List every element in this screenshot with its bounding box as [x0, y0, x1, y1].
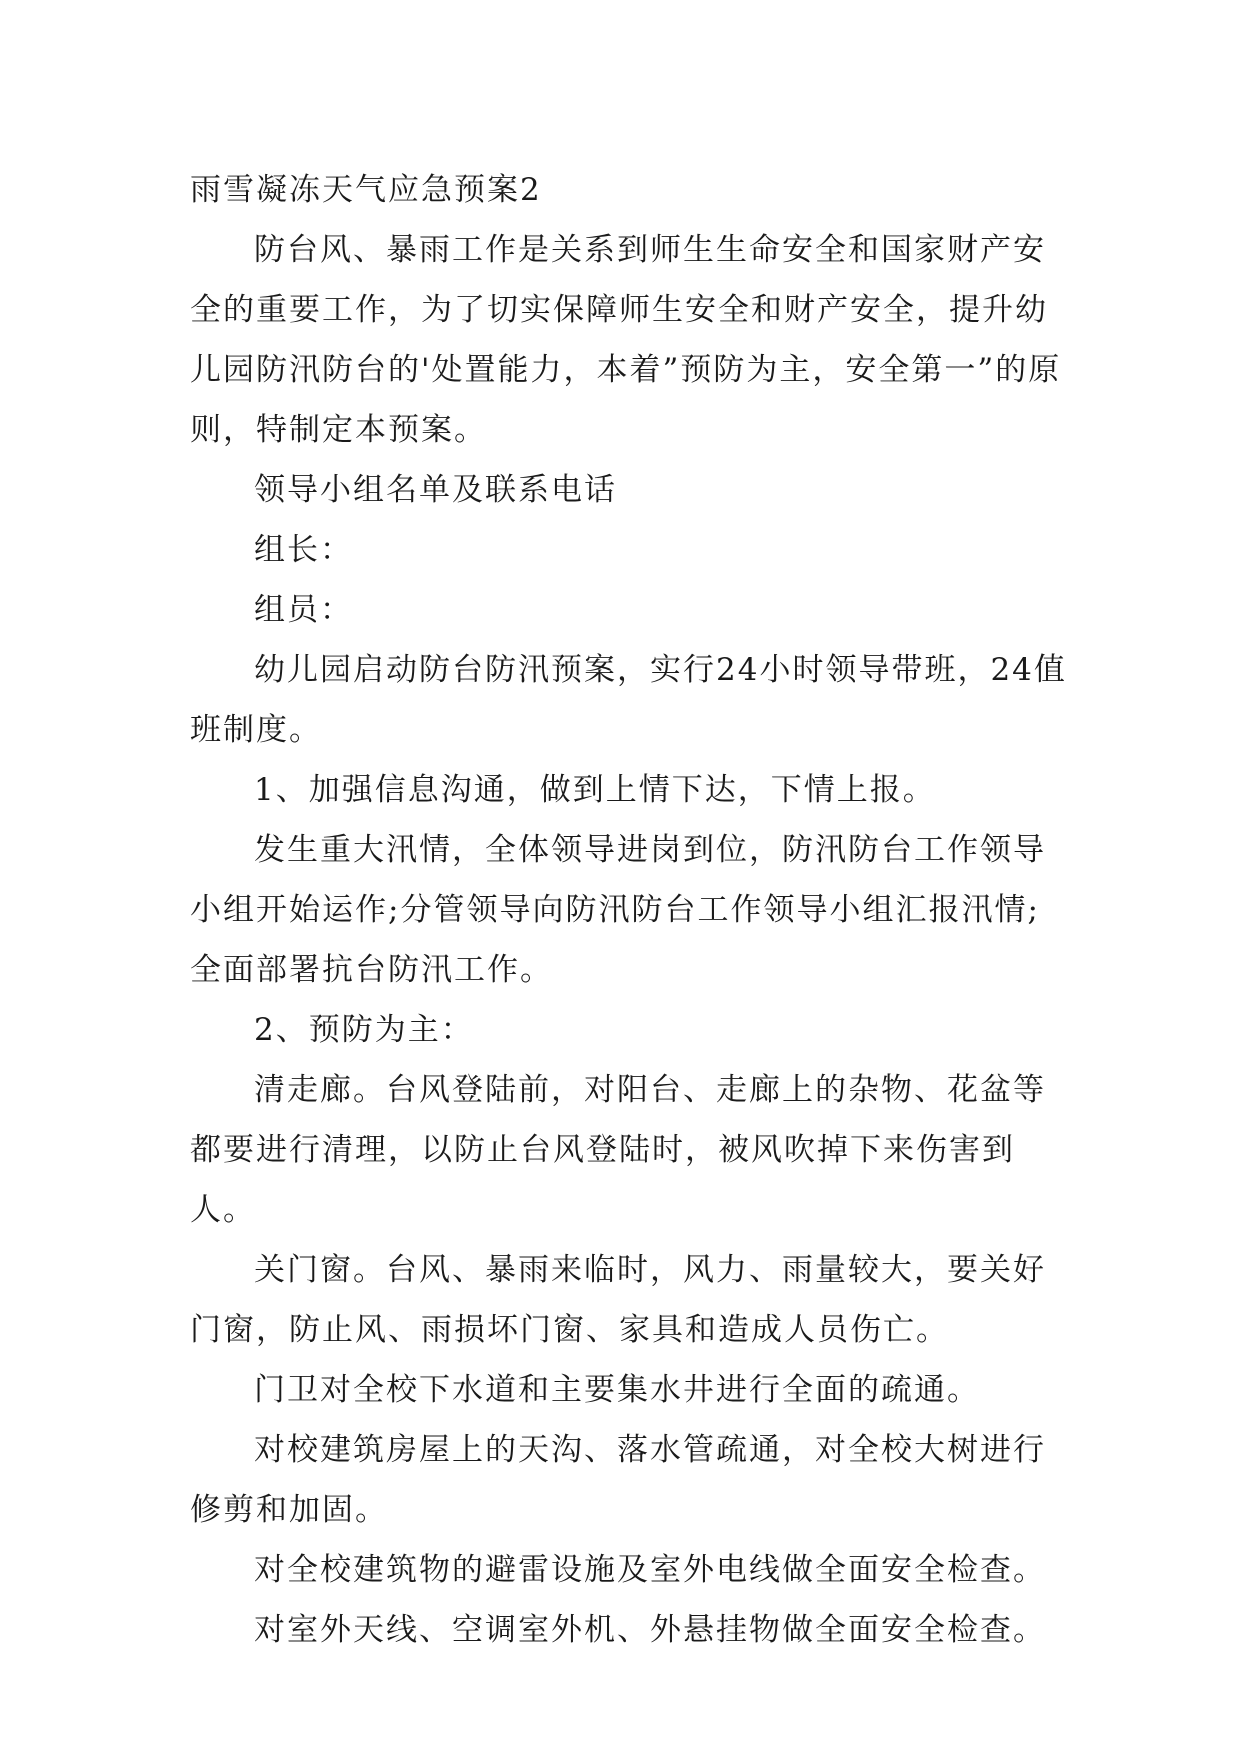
paragraph-outdoor-equipment-check: 对室外天线、空调室外机、外悬挂物做全面安全检查。: [254, 1612, 1046, 1648]
paragraph-lightning-check: 对全校建筑物的避雷设施及室外电线做全面安全检查。: [254, 1552, 1046, 1588]
paragraph-gutter-trees: 对校建筑房屋上的天沟、落水管疏通，对全校大树进行修剪和加固。: [190, 1432, 1046, 1528]
paragraph-group-leader: 组长：: [254, 532, 353, 568]
paragraph-intro: 防台风、暴雨工作是关系到师生生命安全和国家财产安全的重要工作，为了切实保障师生安全和财产安全，提升幼儿园防汛防台的'处置能力，本着”预防为主，安全第一”的原则，特制定本预案。: [190, 232, 1062, 448]
paragraph-duty-system: 幼儿园启动防台防汛预案，实行24小时领导带班，24值班制度。: [190, 652, 1067, 748]
document-title: 雨雪凝冻天气应急预案2: [190, 172, 542, 208]
paragraph-group-members: 组员：: [254, 592, 353, 628]
paragraph-item-2: 2、预防为主：: [254, 1012, 474, 1048]
paragraph-drain-clearing: 门卫对全校下水道和主要集水井进行全面的疏通。: [254, 1372, 980, 1408]
paragraph-major-flood: 发生重大汛情，全体领导进岗到位，防汛防台工作领导小组开始运作;分管领导向防汛防台工作领导小组汇报汛情;全面部署抗台防汛工作。: [190, 832, 1046, 988]
paragraph-leadership-list-heading: 领导小组名单及联系电话: [254, 472, 617, 508]
paragraph-clear-corridor: 清走廊。台风登陆前，对阳台、走廊上的杂物、花盆等都要进行清理，以防止台风登陆时，被风吹掉下来伤害到人。: [190, 1072, 1046, 1228]
document-body: [190, 160, 1070, 1660]
paragraph-item-1: 1、加强信息沟通，做到上情下达，下情上报。: [254, 772, 936, 808]
paragraph-close-windows: 关门窗。台风、暴雨来临时，风力、雨量较大，要关好门窗，防止风、雨损坏门窗、家具和造成人员伤亡。: [190, 1252, 1046, 1348]
